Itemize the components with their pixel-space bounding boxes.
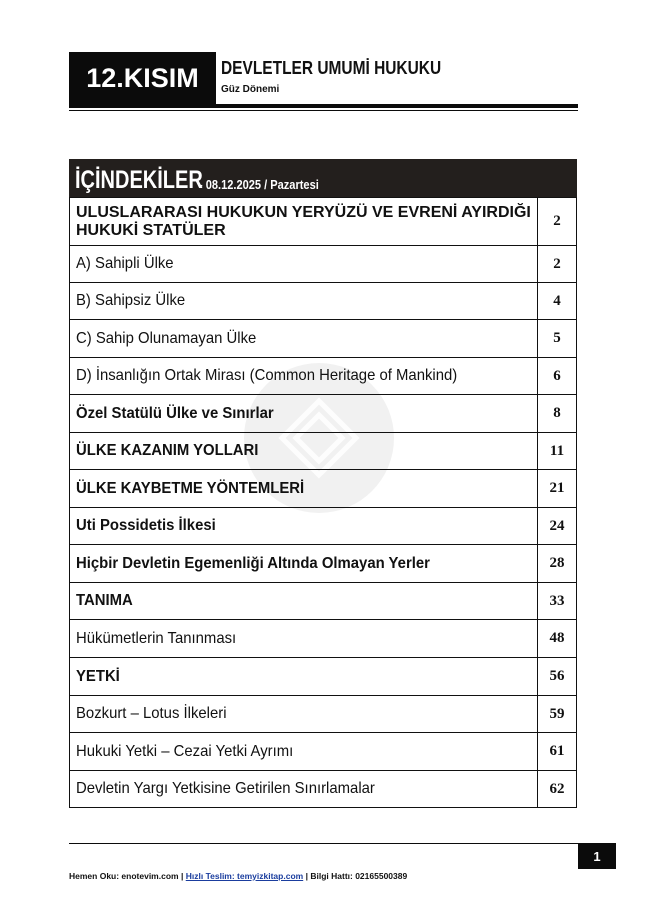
toc-entry[interactable]: C) Sahip Olunamayan Ülke — [70, 320, 538, 358]
toc-entry[interactable]: ÜLKE KAZANIM YOLLARI — [70, 433, 538, 470]
footer-links — [69, 871, 407, 881]
toc-row[interactable] — [70, 733, 577, 771]
toc-entry[interactable]: Bozkurt – Lotus İlkeleri — [70, 696, 538, 733]
toc-page: 8 — [538, 395, 577, 433]
part-label: 12.KISIM — [69, 52, 216, 105]
footer-separator: | — [305, 871, 308, 881]
semester-label: Güz Dönemi — [221, 84, 280, 95]
header-rule-thin — [69, 110, 578, 111]
toc-row[interactable] — [70, 508, 577, 545]
toc-table — [69, 197, 577, 808]
toc-row[interactable] — [70, 696, 577, 733]
toc-page: 2 — [538, 198, 577, 246]
toc-row[interactable] — [70, 658, 577, 696]
table-of-contents — [69, 159, 577, 808]
toc-row[interactable] — [70, 433, 577, 470]
toc-entry[interactable]: Hükümetlerin Tanınması — [70, 620, 538, 658]
toc-row[interactable] — [70, 358, 577, 395]
toc-row[interactable] — [70, 283, 577, 320]
toc-row[interactable] — [70, 583, 577, 620]
toc-page: 2 — [538, 246, 577, 283]
toc-page: 28 — [538, 545, 577, 583]
toc-page: 24 — [538, 508, 577, 545]
toc-row[interactable] — [70, 620, 577, 658]
toc-page: 61 — [538, 733, 577, 771]
toc-page: 33 — [538, 583, 577, 620]
toc-page: 11 — [538, 433, 577, 470]
toc-entry[interactable]: Devletin Yargı Yetkisine Getirilen Sınırlamalar — [70, 771, 538, 808]
read-link[interactable]: Hemen Oku: enotevim.com — [69, 871, 179, 881]
toc-entry[interactable]: ÜLKE KAYBETME YÖNTEMLERİ — [70, 470, 538, 508]
page-number: 1 — [578, 843, 616, 869]
toc-row[interactable] — [70, 395, 577, 433]
toc-page: 62 — [538, 771, 577, 808]
phone-info: Bilgi Hattı: 02165500389 — [310, 871, 408, 881]
toc-entry[interactable]: Hukuki Yetki – Cezai Yetki Ayrımı — [70, 733, 538, 771]
toc-row[interactable] — [70, 771, 577, 808]
toc-page: 48 — [538, 620, 577, 658]
footer-separator: | — [180, 871, 184, 881]
toc-title: İÇİNDEKİLER — [75, 166, 203, 194]
toc-entry[interactable]: D) İnsanlığın Ortak Mirası (Common Heritage of Mankind) — [70, 358, 538, 395]
toc-page: 6 — [538, 358, 577, 395]
toc-header — [69, 159, 577, 197]
toc-page: 56 — [538, 658, 577, 696]
toc-entry[interactable]: ULUSLARARASI HUKUKUN YERYÜZÜ VE EVRENİ AYIRDIĞI HUKUKİ STATÜLER — [70, 198, 538, 246]
course-title: DEVLETLER UMUMİ HUKUKU — [221, 58, 442, 78]
document-header — [69, 52, 578, 112]
toc-entry[interactable]: Özel Statülü Ülke ve Sınırlar — [70, 395, 538, 433]
toc-page: 21 — [538, 470, 577, 508]
delivery-link[interactable]: Hızlı Teslim: temyizkitap.com — [185, 871, 304, 881]
toc-row[interactable] — [70, 320, 577, 358]
toc-entry[interactable]: YETKİ — [70, 658, 538, 696]
toc-page: 5 — [538, 320, 577, 358]
toc-entry[interactable]: A) Sahipli Ülke — [70, 246, 538, 283]
toc-page: 59 — [538, 696, 577, 733]
toc-page: 4 — [538, 283, 577, 320]
toc-entry[interactable]: TANIMA — [70, 583, 538, 620]
toc-entry[interactable]: B) Sahipsiz Ülke — [70, 283, 538, 320]
header-rule-thick — [69, 104, 578, 108]
toc-row[interactable] — [70, 470, 577, 508]
toc-row[interactable] — [70, 246, 577, 283]
footer-rule — [69, 843, 578, 844]
toc-entry[interactable]: Hiçbir Devletin Egemenliği Altında Olmayan Yerler — [70, 545, 538, 583]
toc-row[interactable] — [70, 545, 577, 583]
toc-entry[interactable]: Uti Possidetis İlkesi — [70, 508, 538, 545]
toc-row[interactable] — [70, 198, 577, 246]
toc-date: - 08.12.2025 / Pazartesi — [198, 177, 319, 193]
